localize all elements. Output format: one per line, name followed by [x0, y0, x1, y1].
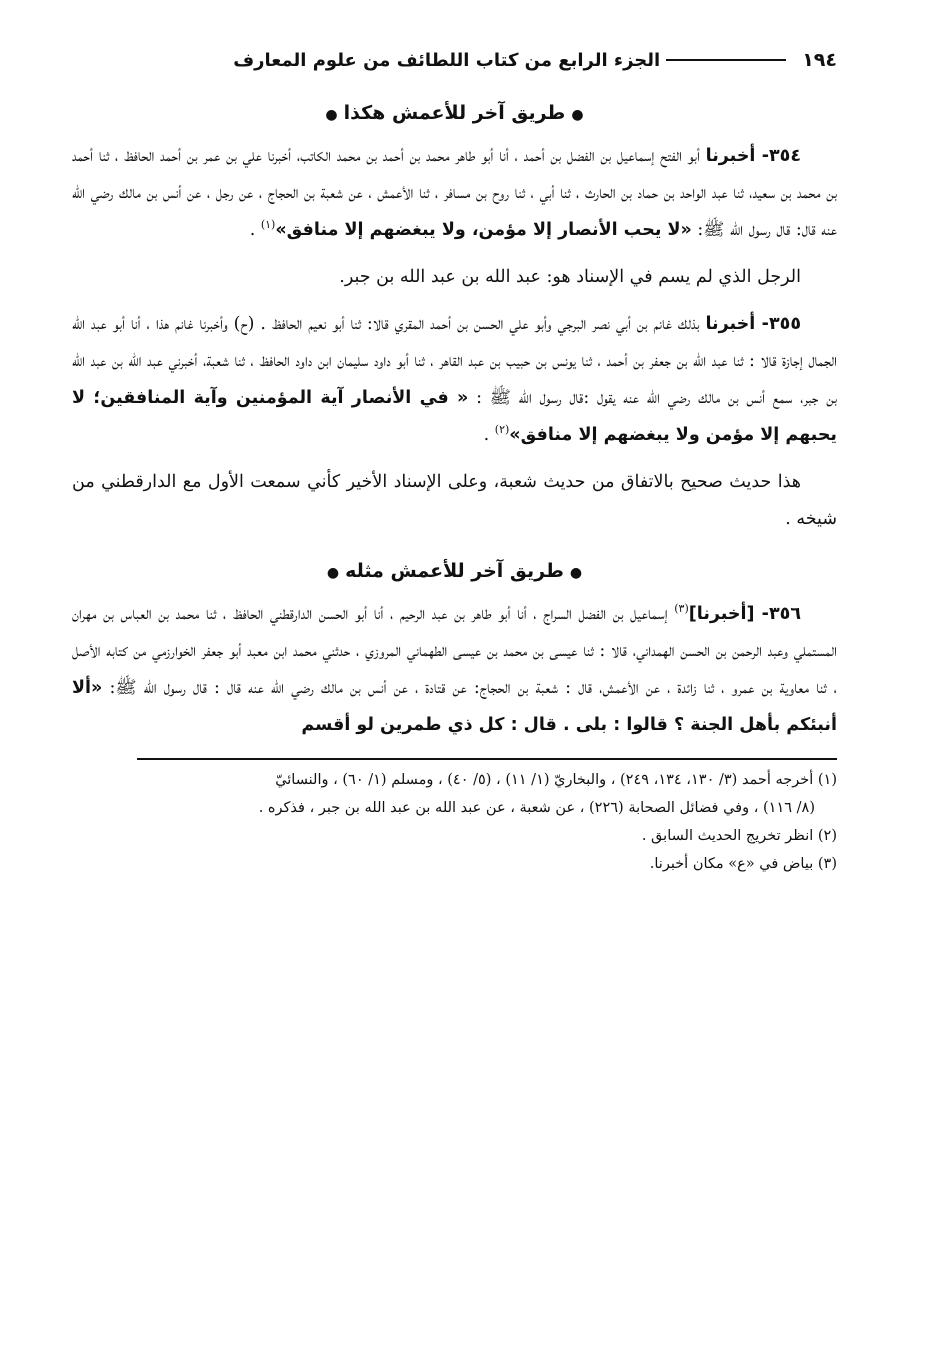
section-heading-1 — [72, 102, 837, 124]
footnotes — [72, 766, 837, 878]
hadith-354-end: . — [249, 220, 261, 240]
footnote-3: (٣) بياض في «ع» مكان أخبرنا. — [649, 856, 837, 872]
section-heading-2 — [72, 560, 837, 582]
authenticity-comment: هذا حديث صحيح بالاتفاق من حديث شعبة، وعلى الإسناد الأخير كأني سمعت الأول مع الدارقطني من شيخه . — [72, 472, 837, 529]
section-heading-1-text: طريق آخر للأعمش هكذا — [343, 102, 566, 124]
footnote-ref-1: (١) — [260, 218, 276, 232]
hadith-356-number: ٣٥٦- [أخبرنا] — [688, 604, 801, 624]
hadith-355-number: ٣٥٥- أخبرنا — [705, 314, 801, 334]
page-header — [72, 40, 837, 80]
hadith-355-end: . — [483, 425, 495, 445]
hadith-355-isnad: بذلك غانم بن أبي نصر البرجي وأبو علي الحسن بن أحمد المقري قالا: ثنا أبو نعيم الحافظ . (ح) وأخبرنا غانم هذا ، أنا أبو عبد الله الجمال إجازة قالا : ثنا عبد الله بن جعفر بن أحمد ، ثنا يونس بن حبيب بن عبد القاهر ، ثنا أبو داود سليمان ابن داود الحافظ ، ثنا شعبة، أخبرني عبد الله بن عبد الله بن جبر، سمع أنس بن مالك رضي الله عنه يقول :قال رسول الله ﷺ : — [72, 314, 837, 408]
page-number: ١٩٤ — [802, 49, 837, 71]
running-title: الجزء الرابع من كتاب اللطائف من علوم المعارف — [233, 49, 661, 71]
hadith-355-matn: « في الأنصار آية المؤمنين وآية المنافقين؛ لا يحبهم إلا مؤمن ولا يبغضهم إلا منافق» — [72, 388, 837, 445]
bullet-icon: ● — [571, 107, 584, 123]
hadith-354 — [72, 138, 837, 249]
footnote-2: (٢) انظر تخريج الحديث السابق . — [641, 828, 837, 844]
bullet-icon: ● — [569, 565, 583, 581]
bullet-icon: ● — [325, 107, 338, 123]
isnad-note: الرجل الذي لم يسم في الإسناد هو: عبد الله بن عبد الله بن جبر. — [339, 267, 801, 287]
hadith-355 — [72, 306, 837, 454]
footnote-1: (١) أخرجه أحمد (٣/ ١٣٠، ١٣٤، ٢٤٩) ، والبخاريّ (١/ ١١) ، (٥/ ٤٠) ، ومسلم (١/ ٦٠) ، والنسائيّ — [275, 772, 837, 788]
hadith-354-isnad: أبو الفتح إسماعيل بن الفضل بن أحمد ، أنا أبو طاهر محمد بن أحمد بن محمد الكاتب، أخبرنا علي بن عمر بن أحمد الحافظ ، ثنا أحمد بن محمد بن سعيد، ثنا عبد الواحد بن حماد بن الحارث ، ثنا أبي ، ثنا روح بن مسافر ، ثنا الأعمش ، عن شعبة بن الحجاج ، عن رجل ، عن أنس بن مالك رضي الله عنه قال: قال رسول الله ﷺ: — [72, 146, 837, 240]
hadith-354-number: ٣٥٤- أخبرنا — [705, 146, 801, 166]
footnote-ref-2: (٢) — [494, 423, 510, 437]
hadith-356-isnad: إسماعيل بن الفضل السراج ، أنا أبو طاهر بن عبد الرحيم ، أنا أبو الحسن الدارقطني الحافظ ، ثنا محمد بن العباس بن مهران المستملي وعبد الرحمن بن الحسن الهمداني، قالا : ثنا عيسى بن محمد بن عيسى الطهماني المروزي ، حدثني محمد ابن معبد أبو جعفر الخوارزمي من كتابه الأصل ، ثنا معاوية بن عمرو ، ثنا زائدة ، عن الأعمش، قال : شعبة بن الحجاج: عن قتادة ، عن أنس بن مالك رضي الله عنه قال : قال رسول الله ﷺ: — [72, 604, 837, 698]
hadith-356-matn: «ألا أنبئكم بأهل الجنة ؟ قالوا : بلى . قال : كل ذي طمرين لو أقسم — [72, 678, 837, 735]
footnote-ref-3: (٣) — [674, 602, 689, 616]
hadith-354-matn: «لا يحب الأنصار إلا مؤمن، ولا يبغضهم إلا منافق» — [275, 220, 692, 240]
footnote-separator — [137, 758, 837, 760]
section-heading-2-text: طريق آخر للأعمش مثله — [345, 560, 564, 582]
bullet-icon: ● — [326, 565, 340, 581]
hadith-356 — [72, 596, 837, 744]
footnote-1-continued: (٨/ ١١٦) ، وفي فضائل الصحابة (٢٢٦) ، عن شعبة ، عن عبد الله بن عبد الله بن جبر ، فذكره . — [258, 800, 815, 816]
header-rule — [666, 59, 786, 61]
